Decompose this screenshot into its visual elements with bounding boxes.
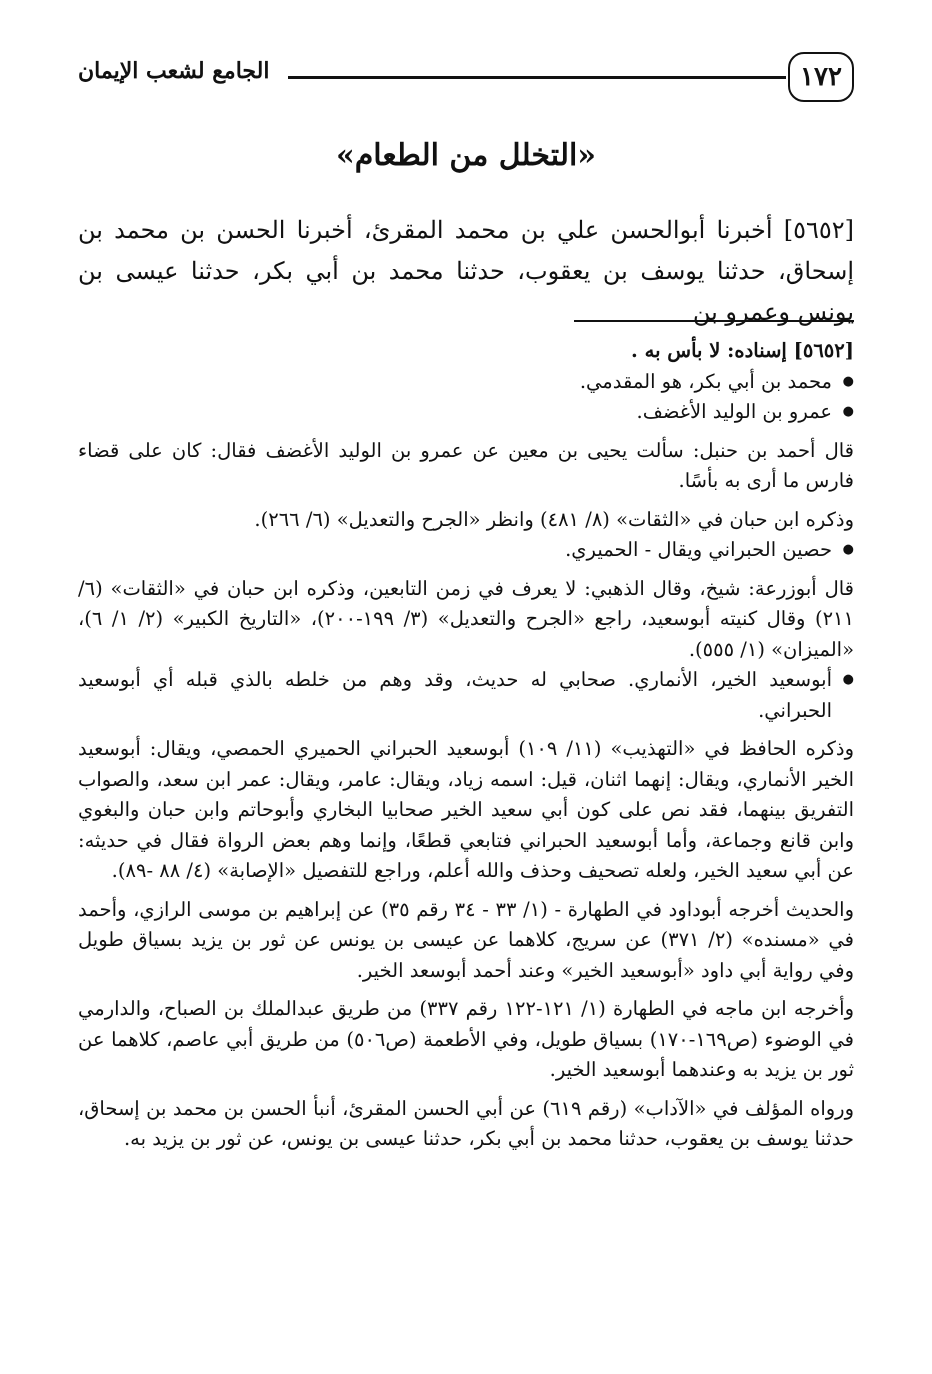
page-header (78, 52, 854, 102)
main-text (78, 210, 854, 333)
narrator-item: ● أبوسعيد الخير، الأنماري. صحابي له حديث، وقد وهم من خلطه بالذي قبله أي أبوسعيد الحبراني. (78, 665, 854, 726)
footnote-paragraph: قال أبوزرعة: شيخ، وقال الذهبي: لا يعرف في زمن التابعين، وذكره ابن حبان في «الثقات» (٦/ ٢١١) وقال كنيته أبوسعيد، راجع «الجرح والتعديل» (٣/ ١٩٩-٢٠٠)، «التاريخ الكبير» (٢/ ١/ ٦)، «الميزان» (١/ ٥٥٥). (78, 576, 854, 661)
footnote-paragraph: وذكره الحافظ في «التهذيب» (١١/ ١٠٩) أبوسعيد الحبراني الحميري الحمصي، ويقال: أبوسعيد الخير الأنماري، ويقال: إنهما اثنان، قيل: اسمه زياد، ويقال: عامر، ويقال: عمر ابن سعد، والصواب التفريق بينهما، فقد نص على كون أبي سعيد الخير صحابيا البخاري وأبوحاتم وابن حبان والبغوي وابن قانع وجماعة، وأما أبوسعيد الحبراني فتابعي قطعًا، وإنما وهم بعض الرواة فقال في حديثه: عن أبي سعيد الخير، ولعله تصحيف وحذف والله أعلم، وراجع للتفصيل «الإصابة» (٤/ ٨٨ -٨٩). (78, 737, 854, 882)
footnote-paragraph: وأخرجه ابن ماجه في الطهارة (١/ ١٢١-١٢٢ رقم ٣٣٧) من طريق عبدالملك بن الصباح، والدارمي في الوضوء (ص١٦٩-١٧٠) بسياق طويل، وفي الأطعمة (ص٥٠٦) من طريق أبي عاصم، كلاهما عن ثور بن يزيد به وعندهما أبوسعيد الخير. (78, 997, 854, 1081)
narrator-item: ● محمد بن أبي بكر، هو المقدمي. (78, 367, 854, 398)
page-number: ١٧٢ (788, 52, 854, 102)
book-title: الجامع لشعب الإيمان (78, 58, 270, 84)
footnote-separator (574, 320, 854, 322)
footnote-paragraph: والحديث أخرجه أبوداود في الطهارة - (١/ ٣٣ - ٣٤ رقم ٣٥) عن إبراهيم بن موسى الرازي، وأحمد في «مسنده» (٢/ ٣٧١) عن سريج، كلاهما عن عيسى بن يونس عن ثور بن يزيد بسياق طويل وفي رواية أبي داود «أبوسعيد الخير» وعند أحمد أبوسعد الخير. (78, 897, 854, 982)
narrator-item: ● حصين الحبراني ويقال - الحميري. (78, 535, 854, 566)
footnote-paragraph: وذكره ابن حبان في «الثقات» (٨/ ٤٨١) وانظر «الجرح والتعديل» (٦/ ٢٦٦). (254, 507, 854, 531)
header-rule (288, 76, 786, 79)
chapter-title: «التخلل من الطعام» (335, 138, 597, 173)
footnote-paragraph: ورواه المؤلف في «الآداب» (رقم ٦١٩) عن أبي الحسن المقرئ، أنبأ الحسن بن محمد بن إسحاق، حدثنا يوسف بن يعقوب، حدثنا محمد بن أبي بكر، حدثنا عيسى بن يونس، عن ثور بن يزيد به. (78, 1096, 854, 1150)
footnote-heading: [٥٦٥٢] إسناده: لا بأس به . (631, 339, 854, 362)
footnote-paragraph: قال أحمد بن حنبل: سألت يحيى بن معين عن عمرو بن الوليد الأغضف فقال: كان على قضاء فارس ما أرى به بأسًا. (78, 438, 854, 492)
footnotes (78, 336, 854, 1155)
narrator-item: ● عمرو بن الوليد الأغضف. (78, 397, 854, 428)
hadith-text: [٥٦٥٢] أخبرنا أبوالحسن علي بن محمد المقرئ، أخبرنا الحسن بن محمد بن إسحاق، حدثنا يوسف بن يعقوب، حدثنا محمد بن أبي بكر، حدثنا عيسى بن يونس وعمرو بن (78, 216, 854, 326)
